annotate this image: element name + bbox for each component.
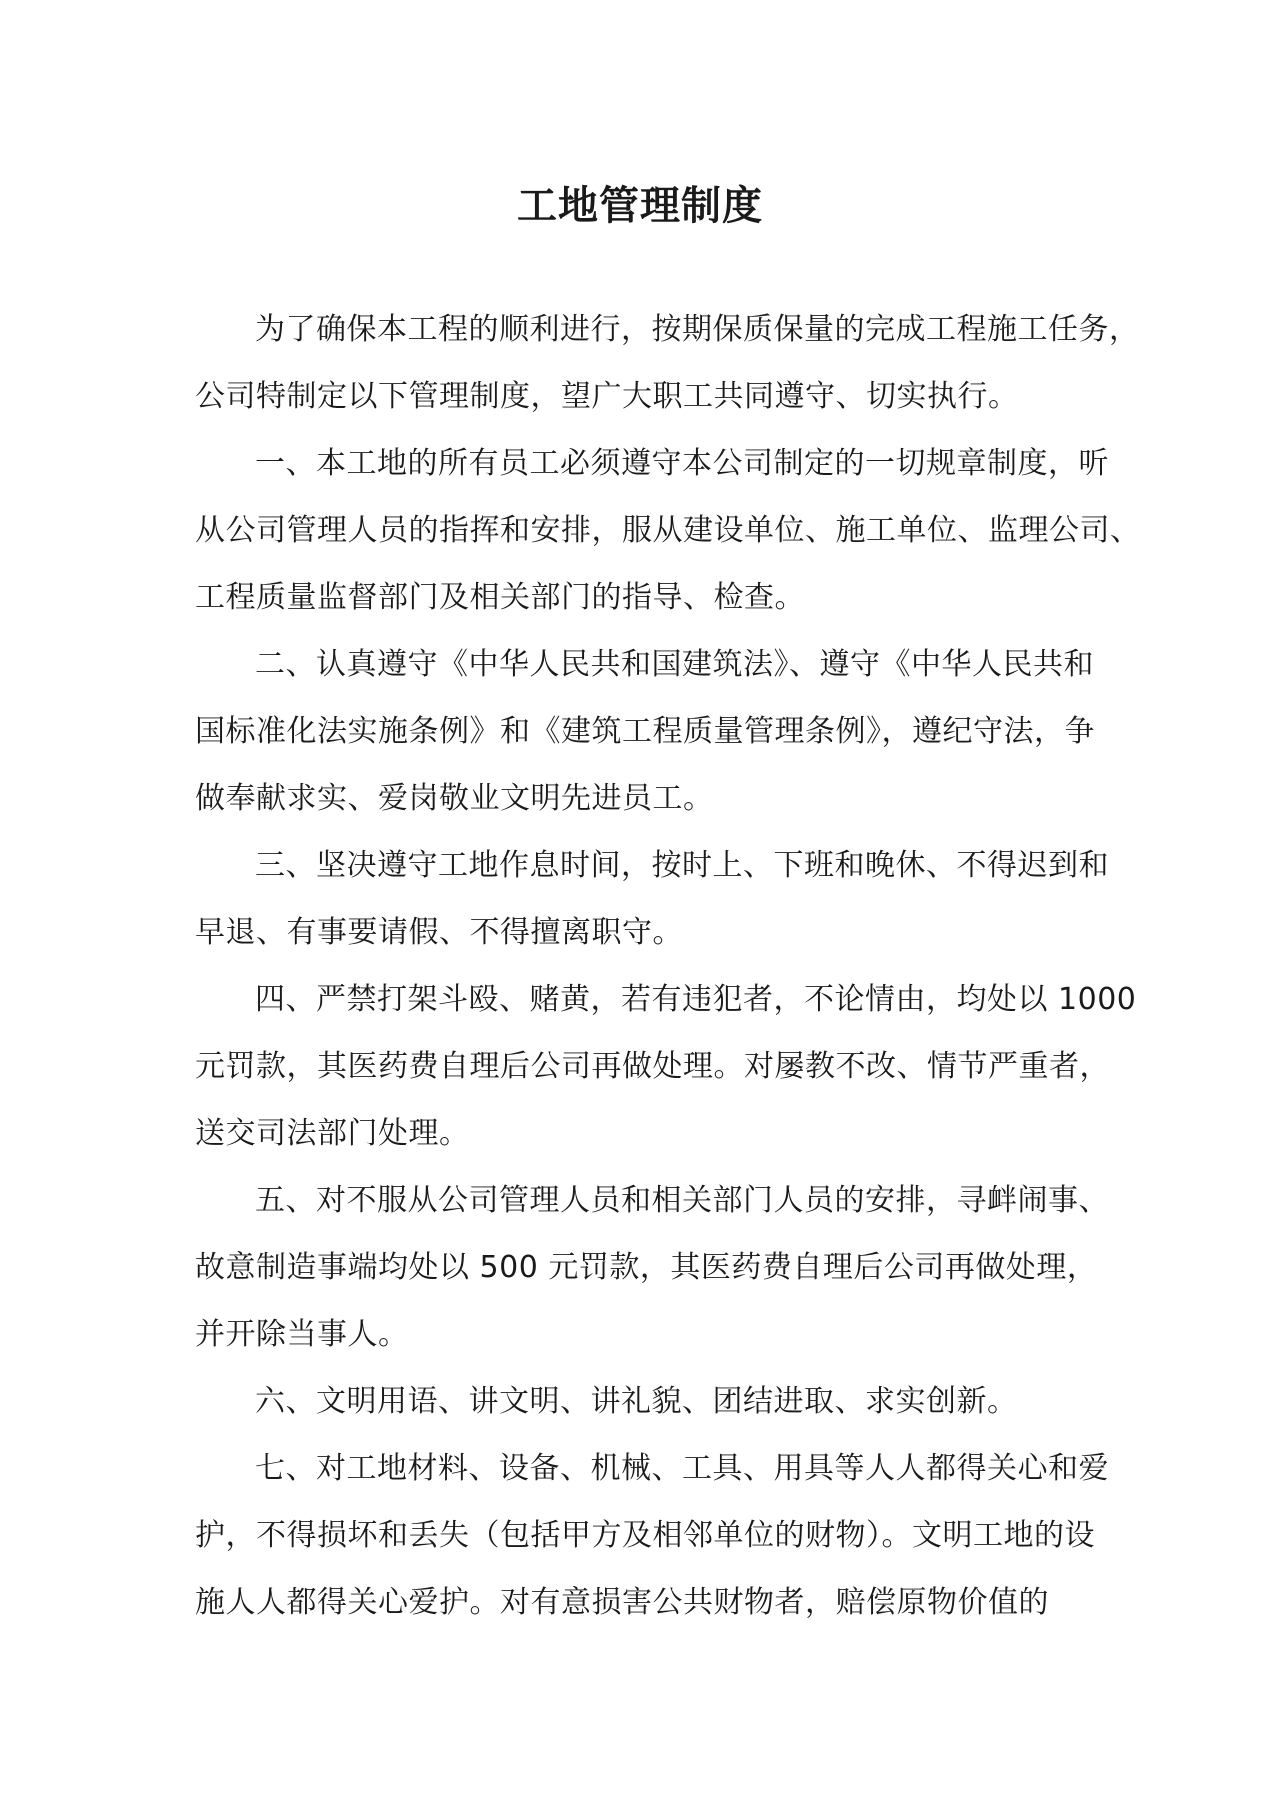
paragraph-line: 工程质量监督部门及相关部门的指导、检查。	[195, 580, 805, 615]
paragraph-line: 护，不得损坏和丢失（包括甲方及相邻单位的财物）。文明工地的设	[195, 1518, 1095, 1553]
paragraph-line: 公司特制定以下管理制度，望广大职工共同遵守、切实执行。	[195, 379, 1019, 414]
paragraph-line: 为了确保本工程的顺利进行，按期保质保量的完成工程施工任务，	[255, 312, 1140, 347]
paragraph-line: 五、对不服从公司管理人员和相关部门人员的安排，寻衅闹事、	[255, 1183, 1109, 1218]
paragraph-line: 施人人都得关心爱护。对有意损害公共财物者，赔偿原物价值的	[195, 1585, 1049, 1620]
paragraph-line: 元罚款，其医药费自理后公司再做处理。对屡教不改、情节严重者，	[195, 1049, 1110, 1084]
paragraph-line: 送交司法部门处理。	[195, 1116, 470, 1151]
paragraph-line: 从公司管理人员的指挥和安排，服从建设单位、施工单位、监理公司、	[195, 513, 1141, 548]
paragraph-line: 并开除当事人。	[195, 1317, 409, 1352]
paragraph-line: 七、对工地材料、设备、机械、工具、用具等人人都得关心和爱	[255, 1451, 1109, 1486]
paragraph-line: 二、认真遵守《中华人民共和国建筑法》、遵守《中华人民共和	[255, 647, 1094, 682]
paragraph-line: 做奉献求实、爱岗敬业文明先进员工。	[195, 781, 714, 816]
paragraph-line: 六、文明用语、讲文明、讲礼貌、团结进取、求实创新。	[255, 1384, 1018, 1419]
document-title: 工地管理制度	[517, 183, 763, 229]
paragraph-line: 一、本工地的所有员工必须遵守本公司制定的一切规章制度，听	[255, 446, 1109, 481]
document-body	[195, 296, 1141, 1636]
paragraph-line: 国标准化法实施条例》和《建筑工程质量管理条例》，遵纪守法，争	[195, 714, 1095, 749]
paragraph-line: 三、坚决遵守工地作息时间，按时上、下班和晚休、不得迟到和	[255, 848, 1109, 883]
paragraph-line: 早退、有事要请假、不得擅离职守。	[195, 915, 683, 950]
paragraph-line: 故意制造事端均处以 500 元罚款，其医药费自理后公司再做处理，	[195, 1250, 1098, 1285]
paragraph-line: 四、严禁打架斗殴、赌黄，若有违犯者，不论情由，均处以 1000	[255, 982, 1137, 1017]
